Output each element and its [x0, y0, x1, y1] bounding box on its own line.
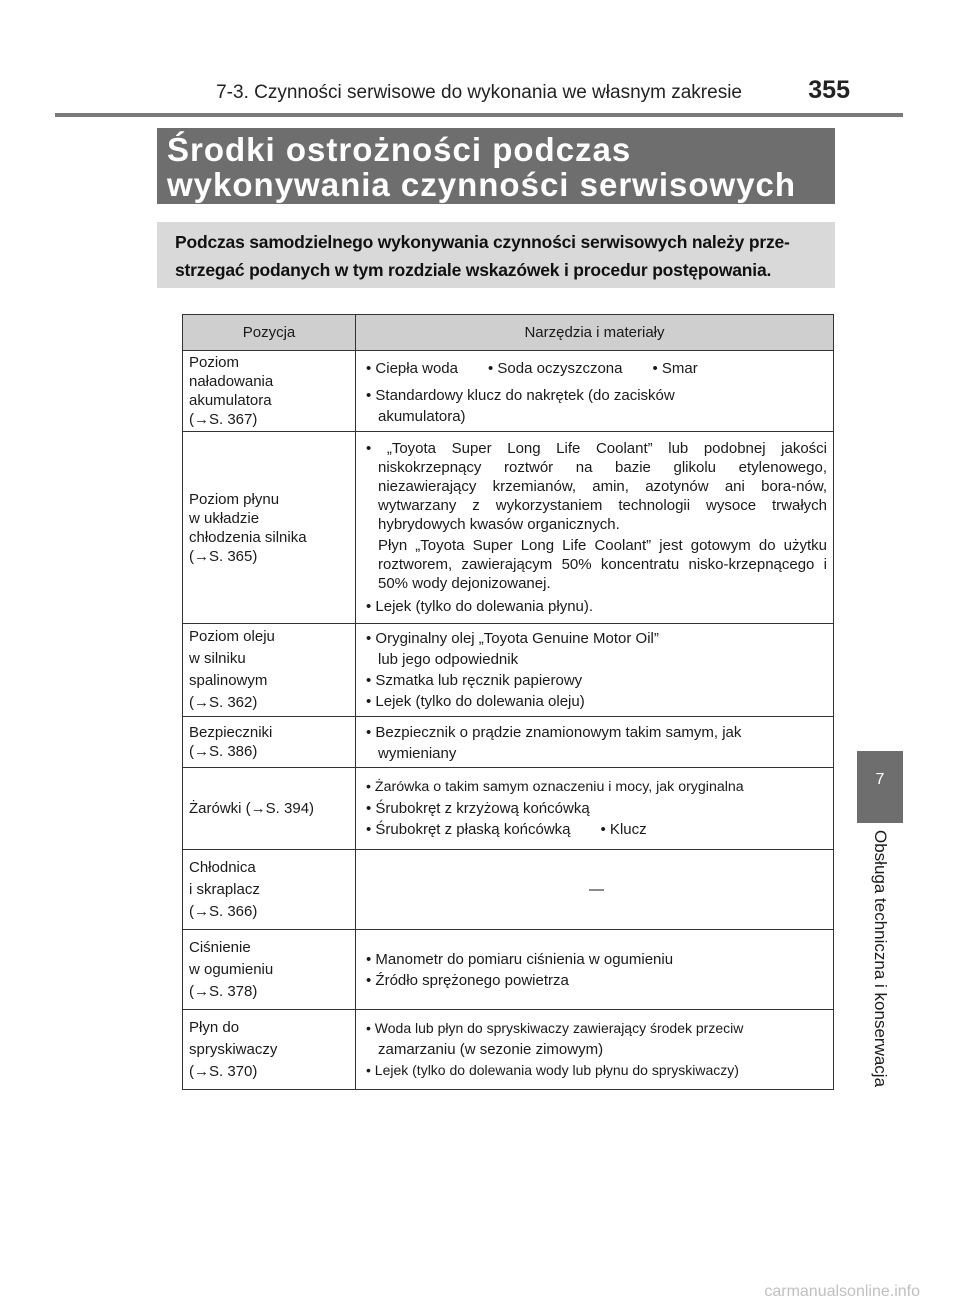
position-reference: (→S. 365): [189, 547, 258, 565]
position-line: w układzie: [189, 509, 260, 527]
section-title-line-2: wykonywania czynności serwisowych: [167, 166, 797, 203]
column-header-tools: Narzędzia i materiały: [356, 315, 834, 351]
table-row: [183, 768, 834, 850]
chapter-side-label-text: Obsługa techniczna i konserwacja: [871, 830, 890, 1088]
list-item: • Klucz: [600, 821, 647, 838]
page-number: 355: [808, 76, 850, 104]
header-rule: [55, 113, 903, 117]
inline-items: [366, 359, 827, 378]
chapter-title: 7-3. Czynności serwisowe do wykonania we własnym zakresie: [216, 82, 742, 103]
list-item: • Smar: [652, 359, 698, 377]
intro-box: [157, 222, 835, 288]
tools-cell: [356, 930, 834, 1010]
chapter-number: 7: [875, 771, 885, 788]
intro-line-2: strzegać podanych w tym rozdziale wskazówek i procedur postępowania.: [175, 260, 772, 280]
table-row: [183, 717, 834, 768]
position-line: spalinowym: [189, 672, 268, 689]
list-item: • Śrubokręt z płaską końcówką: [366, 821, 571, 838]
position-cell: [183, 1010, 356, 1090]
position-reference: (→S. 367): [189, 411, 258, 428]
position-line: akumulatora: [189, 392, 272, 409]
tools-cell: [356, 624, 834, 717]
list-item: • Żarówka o takim samym oznaczeniu i mocy, jak oryginalna: [366, 779, 744, 795]
position-line: naładowania: [189, 373, 274, 390]
tools-table: [182, 314, 834, 1090]
position-cell: [183, 624, 356, 717]
position-line: spryskiwaczy: [189, 1040, 278, 1058]
chapter-tab: [857, 751, 903, 823]
position-cell: [183, 930, 356, 1010]
position-line: Poziom oleju: [189, 628, 275, 645]
list-item: • Manometr do pomiaru ciśnienia w ogumieniu: [366, 950, 674, 968]
tools-cell: [356, 717, 834, 768]
table-row: [183, 930, 834, 1010]
list-item: • Śrubokręt z krzyżową końcówką: [366, 800, 590, 817]
position-line: Chłodnica: [189, 858, 256, 876]
inline-items: [366, 820, 827, 839]
section-title-line-1: Środki ostrożności podczas: [167, 131, 632, 168]
column-header-position: Pozycja: [183, 315, 356, 351]
list-item-continuation: wymieniany: [378, 745, 457, 762]
list-item: • Źródło sprężonego powietrza: [366, 971, 569, 989]
position-line: Bezpieczniki: [189, 724, 273, 741]
tools-cell: [356, 432, 834, 624]
position-line: Ciśnienie: [189, 938, 251, 956]
tools-cell: [356, 850, 834, 930]
list-item: • Ciepła woda: [366, 359, 458, 377]
position-cell: [183, 351, 356, 432]
position-line: w ogumieniu: [189, 960, 274, 978]
list-item: • Szmatka lub ręcznik papierowy: [366, 672, 583, 689]
position-cell: [183, 850, 356, 930]
tools-cell: [356, 768, 834, 850]
position-line: chłodzenia silnika: [189, 528, 307, 546]
position-cell: [183, 768, 356, 850]
table-row: [183, 1010, 834, 1090]
list-item: • Soda oczyszczona: [487, 359, 623, 377]
table-row: [183, 351, 834, 432]
position-line: Poziom płynu: [189, 490, 280, 508]
table-row: [183, 432, 834, 624]
position-line: i skraplacz: [189, 880, 260, 898]
list-item: • Oryginalny olej „Toyota Genuine Motor Oil”: [366, 630, 659, 647]
position-cell: [183, 717, 356, 768]
position-reference: (→S. 362): [189, 694, 258, 711]
position-reference: (→S. 370): [189, 1062, 258, 1080]
list-item: • Woda lub płyn do spryskiwaczy zawierający środek przeciw: [366, 1020, 744, 1036]
list-item-text: • Standardowy klucz do nakrętek (do zacisków: [366, 386, 675, 404]
table-header-row: [183, 315, 834, 351]
page-header: [0, 72, 850, 112]
list-item-continuation: Płyn „Toyota Super Long Life Coolant” jest gotowym do użytku roztworem, zawierającym 50% koncentratu nisko-krzepnącego i 50% wody dejonizowanej.: [378, 537, 827, 592]
section-title-box: [157, 128, 835, 204]
position-reference: (→S. 366): [189, 902, 258, 920]
position-line: Żarówki (→S. 394): [189, 800, 315, 817]
list-item: [366, 386, 827, 405]
position-line: w silniku: [189, 650, 246, 667]
list-item: • Lejek (tylko do dolewania wody lub płynu do spryskiwaczy): [366, 1062, 739, 1078]
empty-dash: —: [589, 881, 604, 898]
list-item-continuation: lub jego odpowiednik: [378, 651, 519, 668]
table-row: [183, 850, 834, 930]
list-item-continuation: zamarzaniu (w sezonie zimowym): [378, 1041, 604, 1058]
list-item: • Lejek (tylko do dolewania oleju): [366, 693, 585, 710]
list-item-continuation: akumulatora): [378, 407, 466, 425]
list-item: • Lejek (tylko do dolewania płynu).: [366, 598, 594, 615]
position-reference: (→S. 386): [189, 743, 258, 760]
watermark: carmanualsonline.info: [764, 1283, 920, 1300]
tools-cell: [356, 1010, 834, 1090]
list-item: • Bezpiecznik o prądzie znamionowym takim samym, jak: [366, 724, 742, 741]
tools-cell: [356, 351, 834, 432]
intro-line-1: Podczas samodzielnego wykonywania czynności serwisowych należy prze-: [175, 232, 790, 252]
position-cell: [183, 432, 356, 624]
position-line: Płyn do: [189, 1018, 240, 1036]
position-line: Poziom: [189, 354, 240, 371]
table-row: [183, 624, 834, 717]
position-reference: (→S. 378): [189, 982, 258, 1000]
list-item: • „Toyota Super Long Life Coolant” lub podobnej jakości niskokrzepnący roztwór na bazie glikolu etylenowego, niezawierający krzemianów, amin, azotynów ani bora-nów, wytwarzany z wykorzystaniem technologii wysoce trwałych hybrydowych kwasów organicznych.: [366, 440, 827, 533]
